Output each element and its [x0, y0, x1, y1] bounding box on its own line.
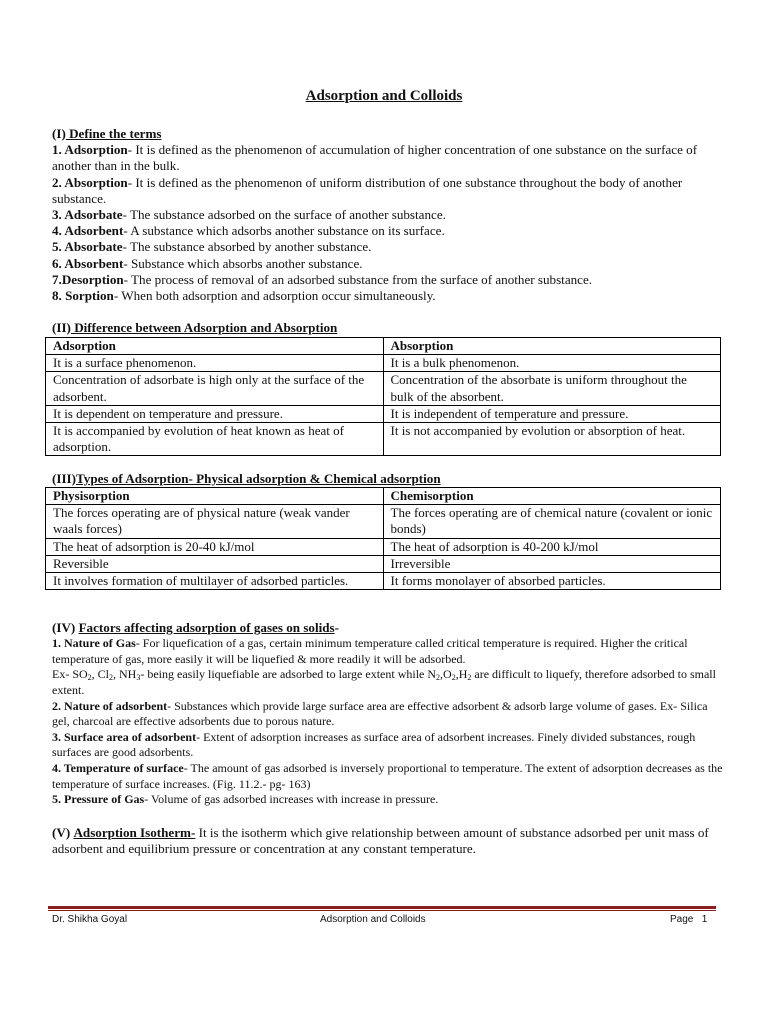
- table-row: [46, 423, 721, 456]
- footer-title: Adsorption and Colloids: [320, 914, 426, 925]
- table-header-cell: Absorption: [383, 338, 721, 355]
- section-4-heading: (IV) Factors affecting adsorption of gases on solids-: [52, 620, 339, 635]
- definition-item: 4. Adsorbent- A substance which adsorbs another substance on its surface.: [52, 223, 445, 239]
- table-cell: Concentration of adsorbate is high only at the surface of the adsorbent.: [46, 372, 384, 405]
- table-cell: The heat of adsorption is 20-40 kJ/mol: [46, 538, 384, 555]
- table-cell: The heat of adsorption is 40-200 kJ/mol: [383, 538, 721, 555]
- definition-item: 5. Absorbate- The substance absorbed by another substance.: [52, 239, 372, 255]
- factor-item: 4. Temperature of surface- The amount of gas adsorbed is inversely proportional to temperature. The extent of adsorption decreases as the temperature of surface increases. (Fig. 11.2.- pg- 163): [52, 760, 723, 791]
- table-row: [46, 372, 721, 405]
- definition-item: 3. Adsorbate- The substance adsorbed on the surface of another substance.: [52, 207, 446, 223]
- factor-item: 1. Nature of Gas- For liquefication of a gas, certain minimum temperature called critical temperature is required. Higher the critical temperature of gas, more easily it will be liquefied & more readily it will be adsorbed.: [52, 636, 688, 666]
- footer-author: Dr. Shikha Goyal: [52, 914, 128, 925]
- table-cell: The forces operating are of chemical nature (covalent or ionic bonds): [383, 505, 721, 538]
- table-cell: Irreversible: [383, 555, 721, 572]
- factor-item: 5. Pressure of Gas- Volume of gas adsorbed increases with increase in pressure.: [52, 792, 439, 807]
- definition-item: 2. Absorption- It is defined as the phenomenon of uniform distribution of one substance throughout the body of another substance.: [52, 174, 683, 206]
- table-row: [46, 405, 721, 422]
- table-cell: The forces operating are of physical nature (weak vander waals forces): [46, 505, 384, 538]
- table-cell: It is independent of temperature and pressure.: [383, 405, 721, 422]
- section-definitions: [52, 126, 724, 304]
- definition-item: 6. Absorbent- Substance which absorbs another substance.: [52, 255, 363, 271]
- table-cell: It is a surface phenomenon.: [46, 355, 384, 372]
- section-3-heading-block: [52, 471, 724, 487]
- definition-item: 8. Sorption- When both adsorption and adsorption occur simultaneously.: [52, 288, 436, 304]
- table-cell: Concentration of the absorbate is uniform throughout the bulk of the absorbent.: [383, 372, 721, 405]
- section-factors: [52, 620, 724, 808]
- factor-item: 3. Surface area of adsorbent- Extent of adsorption increases as surface area of adsorbent increases. Finely divided substances, rough surfaces are good adsorbents.: [52, 729, 696, 760]
- section-1-heading: (I) Define the terms: [52, 126, 162, 141]
- table-cell: Reversible: [46, 555, 384, 572]
- table-row: [46, 538, 721, 555]
- table-cell: It is a bulk phenomenon.: [383, 355, 721, 372]
- adsorption-absorption-table: [45, 337, 721, 456]
- table-header-cell: Chemisorption: [383, 488, 721, 505]
- footer-rule: [48, 906, 716, 909]
- section-2-heading-block: [52, 320, 724, 336]
- table-cell: It is accompanied by evolution of heat known as heat of adsorption.: [46, 423, 384, 456]
- table-row: [46, 505, 721, 538]
- table-cell: It is not accompanied by evolution or absorption of heat.: [383, 423, 721, 456]
- definition-item: 1. Adsorption- It is defined as the phenomenon of accumulation of higher concentration of one substance on the surface of another than in the bulk.: [52, 142, 698, 174]
- table-cell: It forms monolayer of absorbed particles.: [383, 573, 721, 590]
- table-cell: It is dependent on temperature and pressure.: [46, 405, 384, 422]
- section-isotherm: [52, 825, 724, 857]
- table-header-cell: Physisorption: [46, 488, 384, 505]
- physisorption-chemisorption-table: [45, 487, 721, 590]
- table-row: [46, 355, 721, 372]
- page-title: Adsorption and Colloids: [305, 88, 463, 104]
- factor-item: 2. Nature of adsorbent- Substances which provide large surface area are effective adsorbent & adsorb large volume of gases. Ex- Silica gel, charcoal are effective adsorbents due to porous nature.: [52, 698, 708, 729]
- section-2-heading: (II) Difference between Adsorption and Absorption: [52, 320, 338, 335]
- footer-page: Page 1: [670, 914, 708, 925]
- isotherm-paragraph: (V) Adsorption Isotherm- It is the isotherm which give relationship between amount of substance adsorbed per unit mass of adsorbent and equilibrium pressure or concentration at any constant temperature.: [52, 825, 709, 857]
- definition-item: 7.Desorption- The process of removal of an adsorbed substance from the surface of another substance.: [52, 271, 593, 287]
- footer-rule-thin: [48, 910, 716, 911]
- table-header-row: [46, 338, 721, 355]
- table-header-row: [46, 488, 721, 505]
- table-row: [46, 555, 721, 572]
- table-cell: It involves formation of multilayer of adsorbed particles.: [46, 573, 384, 590]
- table-header-cell: Adsorption: [46, 338, 384, 355]
- factor-example: Ex- $SO_2$, $Cl_2$, $NH_3-$ being easily liquefiable are adsorbed to large extent while $N_2,O_2,H_2$ are difficult to liquefy, therefore adsorbed to small extent.: [52, 667, 716, 697]
- table-row: [46, 573, 721, 590]
- section-3-heading: (III)Types of Adsorption- Physical adsorption & Chemical adsorption: [52, 471, 441, 486]
